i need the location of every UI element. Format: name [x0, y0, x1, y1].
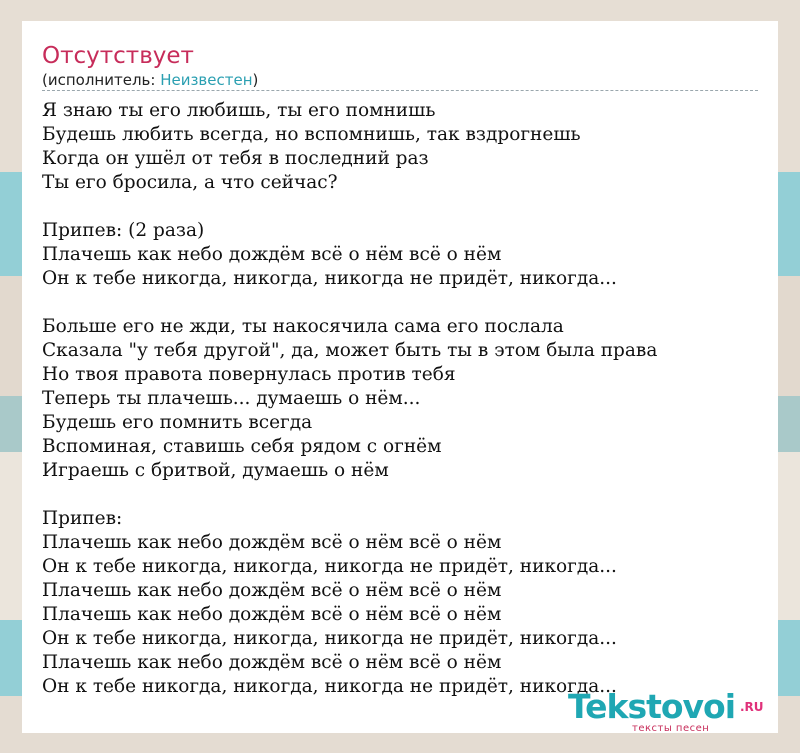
- lyric-line: Будешь его помнить всегда: [42, 412, 313, 433]
- lyric-line: Припев: (2 раза): [42, 220, 205, 241]
- lyric-line: Припев:: [42, 508, 123, 529]
- lyric-line: Вспоминая, ставишь себя рядом с огнём: [42, 436, 442, 457]
- lyric-line: Будешь любить всегда, но вспомнишь, так вздрогнешь: [42, 124, 581, 145]
- title-divider: [42, 90, 758, 91]
- logo-domain: .RU: [740, 700, 764, 714]
- lyrics-text: [42, 99, 758, 699]
- lyric-line: Он к тебе никогда, никогда, никогда не придёт, никогда...: [42, 676, 617, 697]
- lyric-line: [42, 483, 758, 507]
- lyric-line: Когда он ушёл от тебя в последний раз: [42, 148, 429, 169]
- artist-prefix: (исполнитель:: [42, 71, 161, 89]
- song-title: Отсутствует: [42, 43, 194, 69]
- lyric-line: Плачешь как небо дождём всё о нём всё о нём: [42, 580, 502, 601]
- artist-suffix: ): [252, 71, 259, 89]
- lyric-line: Я знаю ты его любишь, ты его помнишь: [42, 100, 436, 121]
- lyric-line: Он к тебе никогда, никогда, никогда не придёт, никогда...: [42, 268, 617, 289]
- lyric-line: Плачешь как небо дождём всё о нём всё о нём: [42, 244, 502, 265]
- artist-line: [42, 70, 258, 90]
- logo-subtitle: тексты песен: [632, 723, 710, 734]
- lyric-line: Но твоя правота повернулась против тебя: [42, 364, 456, 385]
- lyric-line: Плачешь как небо дождём всё о нём всё о нём: [42, 532, 502, 553]
- lyric-line: Он к тебе никогда, никогда, никогда не придёт, никогда...: [42, 628, 617, 649]
- lyric-line: Играешь с бритвой, думаешь о нём: [42, 460, 389, 481]
- lyric-line: [42, 291, 758, 315]
- lyric-line: Плачешь как небо дождём всё о нём всё о нём: [42, 604, 502, 625]
- logo-wordmark: Tekstovoi: [568, 687, 736, 726]
- lyric-line: Он к тебе никогда, никогда, никогда не придёт, никогда...: [42, 556, 617, 577]
- lyrics-card: [22, 21, 778, 733]
- lyric-line: Плачешь как небо дождём всё о нём всё о нём: [42, 652, 502, 673]
- lyric-line: Сказала "у тебя другой", да, может быть ты в этом была права: [42, 340, 658, 361]
- lyric-line: Ты его бросила, а что сейчас?: [42, 172, 338, 193]
- site-logo[interactable]: [568, 687, 770, 747]
- artist-link[interactable]: Неизвестен: [160, 71, 253, 89]
- lyric-line: Теперь ты плачешь... думаешь о нём...: [42, 388, 421, 409]
- lyric-line: Больше его не жди, ты накосячила сама его послала: [42, 316, 564, 337]
- lyric-line: [42, 195, 758, 219]
